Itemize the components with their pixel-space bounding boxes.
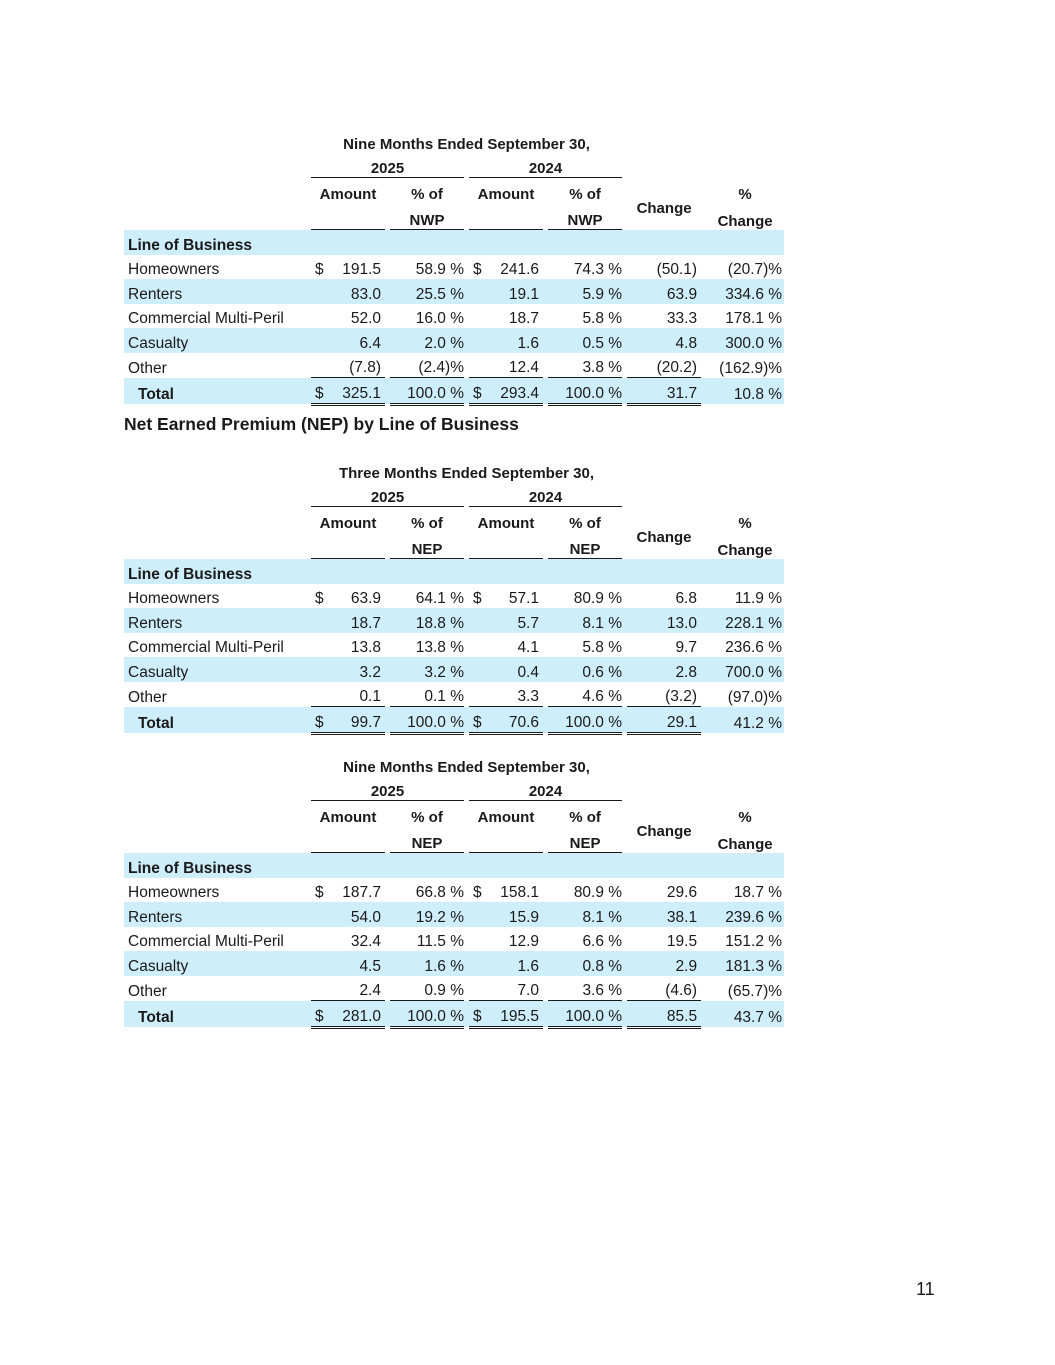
pct-basis-header: NWP	[548, 203, 622, 230]
table-row	[124, 902, 784, 927]
financial-table	[124, 128, 784, 406]
pct-2025: 64.1 %	[415, 590, 464, 607]
row-label: Other	[128, 982, 167, 1000]
change-value: 33.3	[666, 310, 698, 327]
pct-2025: 58.9 %	[415, 261, 464, 278]
change-value: 2.8	[675, 663, 697, 681]
change-value: 6.8	[675, 590, 697, 607]
pct-change-value: 300.0 %	[725, 334, 783, 352]
pct-2025: 25.5 %	[415, 285, 464, 303]
pct-change-value: 239.6 %	[725, 908, 783, 926]
amount-2025: 6.4	[359, 334, 381, 352]
amount-header: Amount	[319, 514, 377, 532]
pct-2025: 1.6 %	[424, 957, 464, 975]
change-value: (50.1)	[656, 261, 698, 278]
amount-2024: 1.6	[517, 334, 539, 352]
dollar-sign: $	[315, 590, 324, 607]
pct-of-header: % of	[411, 514, 443, 532]
amount-2025: 0.1	[359, 688, 381, 705]
pct-of-header: % of	[411, 185, 443, 203]
change-value: 63.9	[666, 285, 698, 303]
row-label: Other	[128, 688, 167, 706]
table-row	[124, 927, 784, 952]
table-row	[124, 608, 784, 633]
amount-2024: 12.9	[508, 933, 539, 950]
table-row	[124, 279, 784, 304]
period-header: Three Months Ended September 30,	[338, 464, 595, 482]
row-label: Commercial Multi-Peril	[128, 310, 284, 327]
table-row	[124, 878, 784, 903]
pct-2025: 11.5 %	[416, 933, 464, 950]
pct-basis-header: NEP	[548, 826, 622, 853]
pct-2025: 13.8 %	[415, 639, 464, 656]
year-2025-header: 2025	[311, 153, 464, 178]
total-pct-2025: 100.0 %	[407, 713, 464, 731]
pct-2025: 0.9 %	[424, 982, 464, 999]
amount-2025: 3.2	[359, 663, 381, 681]
amount-2025: 187.7	[342, 884, 381, 901]
pct-change-header: %	[738, 514, 752, 532]
change-value: 38.1	[666, 908, 698, 926]
table-row	[124, 657, 784, 682]
total-pct-2024: 100.0 %	[565, 384, 623, 402]
row-label: Casualty	[124, 951, 311, 976]
amount-2025: 83.0	[350, 285, 381, 303]
total-amount-2025: 325.1	[342, 384, 381, 402]
row-label: Renters	[124, 902, 311, 927]
total-amount-2024: 70.6	[508, 713, 539, 731]
pct-change-value: 151.2 %	[725, 933, 783, 950]
change-header: Change	[636, 529, 692, 546]
table-row	[124, 976, 784, 1001]
amount-2024: 5.7	[517, 614, 539, 632]
pct-2024: 5.9 %	[582, 285, 623, 303]
total-label: Total	[124, 1001, 311, 1028]
amount-2024: 1.6	[517, 957, 539, 975]
dollar-sign: $	[473, 261, 482, 278]
total-change: 29.1	[666, 713, 697, 731]
pct-of-header: % of	[411, 808, 443, 826]
row-label: Casualty	[124, 328, 311, 353]
total-pct-change: 41.2 %	[733, 715, 782, 732]
financial-table	[124, 457, 784, 735]
amount-2024: 7.0	[517, 982, 539, 999]
table-row	[124, 633, 784, 658]
nep-section-title: Net Earned Premium (NEP) by Line of Business	[124, 414, 519, 434]
pct-2025: 0.1 %	[424, 688, 464, 705]
amount-2025: (7.8)	[349, 359, 381, 376]
nwp-nine-months-table	[124, 128, 783, 406]
amount-2024: 4.1	[517, 639, 539, 656]
pct-2025: (2.4)%	[418, 359, 464, 376]
total-change: 85.5	[666, 1007, 698, 1025]
pct-2025: 18.8 %	[415, 614, 464, 632]
nep-nine-months-table	[124, 751, 783, 1029]
change-value: (20.2)	[656, 359, 698, 376]
pct-2024: 0.5 %	[582, 334, 623, 352]
pct-2024: 3.6 %	[582, 982, 623, 999]
change-value: 4.8	[675, 334, 698, 352]
dollar-sign: $	[315, 261, 324, 278]
pct-change-value: 334.6 %	[725, 285, 783, 303]
change-value: 2.9	[675, 957, 698, 975]
dollar-sign: $	[473, 590, 482, 607]
pct-2025: 2.0 %	[424, 334, 464, 352]
total-amount-2025: 99.7	[350, 713, 381, 731]
table-row	[124, 328, 784, 353]
line-of-business-header: Line of Business	[124, 559, 311, 584]
total-pct-change: 43.7 %	[733, 1009, 783, 1026]
pct-change-value: 11.9 %	[734, 590, 782, 607]
pct-2024: 8.1 %	[582, 614, 622, 632]
total-pct-2025: 100.0 %	[407, 1007, 464, 1025]
pct-2024: 5.8 %	[582, 310, 623, 327]
dollar-sign: $	[315, 713, 324, 731]
financial-table	[124, 751, 784, 1029]
change-header: Change	[636, 823, 692, 840]
year-2024-header: 2024	[469, 482, 622, 507]
total-amount-2025: 281.0	[342, 1007, 381, 1025]
pct-change-value: 181.3 %	[725, 957, 783, 975]
pct-basis-header: NEP	[548, 532, 622, 559]
total-label: Total	[124, 378, 311, 405]
pct-change-header: %	[738, 185, 752, 203]
pct-change-value: (65.7)%	[727, 982, 783, 1000]
pct-of-header: % of	[569, 185, 601, 203]
pct-basis-header: NEP	[390, 532, 464, 559]
pct-2024: 0.8 %	[582, 957, 623, 975]
amount-2024: 57.1	[508, 590, 539, 607]
year-2025-header: 2025	[311, 482, 464, 507]
pct-change-value: (162.9)%	[719, 359, 783, 377]
table-row	[124, 584, 784, 609]
pct-2024: 8.1 %	[582, 908, 623, 926]
line-of-business-header: Line of Business	[124, 230, 311, 255]
pct-basis-header: NEP	[390, 826, 464, 853]
pct-of-header: % of	[569, 514, 601, 532]
amount-2024: 158.1	[500, 884, 539, 901]
pct-change-value: 700.0 %	[725, 663, 782, 681]
total-amount-2024: 195.5	[500, 1007, 539, 1025]
period-header: Nine Months Ended September 30,	[343, 135, 590, 153]
amount-header: Amount	[477, 808, 535, 826]
pct-2024: 80.9 %	[573, 590, 622, 607]
amount-2025: 13.8	[350, 639, 381, 656]
total-label: Total	[124, 707, 311, 734]
change-value: (4.6)	[665, 982, 698, 999]
pct-2024: 4.6 %	[582, 688, 622, 705]
pct-2024: 5.8 %	[582, 639, 622, 656]
pct-2025: 3.2 %	[424, 663, 464, 681]
amount-2025: 4.5	[359, 957, 381, 975]
row-label: Homeowners	[128, 261, 220, 278]
row-label: Commercial Multi-Peril	[128, 639, 284, 656]
total-pct-2025: 100.0 %	[407, 384, 464, 402]
line-of-business-header: Line of Business	[124, 853, 311, 878]
pct-change-header: Change	[717, 541, 773, 559]
pct-2024: 3.8 %	[582, 359, 623, 376]
total-row	[124, 378, 784, 405]
dollar-sign: $	[315, 1007, 324, 1025]
amount-2025: 191.5	[342, 261, 381, 278]
dollar-sign: $	[473, 884, 482, 901]
amount-2024: 19.1	[508, 285, 539, 303]
pct-change-value: 236.6 %	[725, 639, 782, 656]
total-pct-2024: 100.0 %	[565, 1007, 623, 1025]
row-label: Casualty	[124, 657, 311, 682]
table-row	[124, 353, 784, 378]
nep-three-months-table	[124, 457, 780, 735]
year-2024-header: 2024	[469, 153, 622, 178]
pct-change-header: Change	[717, 212, 773, 230]
year-2025-header: 2025	[311, 776, 464, 801]
change-value: 29.6	[666, 884, 698, 901]
pct-of-header: % of	[569, 808, 601, 826]
amount-2025: 32.4	[350, 933, 381, 950]
dollar-sign: $	[315, 384, 324, 402]
row-label: Other	[128, 359, 167, 377]
total-pct-2024: 100.0 %	[565, 713, 622, 731]
amount-2024: 0.4	[517, 663, 539, 681]
total-change: 31.7	[666, 384, 698, 402]
pct-2024: 80.9 %	[573, 884, 623, 901]
pct-change-value: 178.1 %	[725, 310, 783, 327]
row-label: Homeowners	[128, 590, 220, 607]
amount-header: Amount	[319, 808, 377, 826]
year-2024-header: 2024	[469, 776, 622, 801]
pct-2024: 6.6 %	[582, 933, 623, 950]
pct-basis-header: NWP	[390, 203, 464, 230]
dollar-sign: $	[473, 1007, 482, 1025]
amount-2024: 15.9	[508, 908, 539, 926]
pct-change-value: (20.7)%	[727, 261, 783, 278]
change-header: Change	[636, 200, 692, 217]
pct-change-header: Change	[717, 835, 773, 853]
table-row	[124, 255, 784, 280]
change-value: 13.0	[666, 614, 697, 632]
dollar-sign: $	[473, 384, 482, 402]
total-amount-2024: 293.4	[500, 384, 539, 402]
pct-2025: 16.0 %	[415, 310, 464, 327]
amount-header: Amount	[477, 185, 535, 203]
row-label: Homeowners	[128, 884, 220, 901]
pct-change-value: 228.1 %	[725, 614, 782, 632]
amount-header: Amount	[319, 185, 377, 203]
amount-2024: 241.6	[500, 261, 539, 278]
dollar-sign: $	[315, 884, 324, 901]
pct-2025: 66.8 %	[415, 884, 464, 901]
amount-2024: 3.3	[517, 688, 539, 705]
total-row	[124, 707, 784, 734]
pct-change-value: (97.0)%	[727, 688, 782, 706]
pct-2024: 74.3 %	[573, 261, 623, 278]
change-value: 9.7	[675, 639, 697, 656]
row-label: Renters	[124, 608, 311, 633]
amount-2025: 52.0	[350, 310, 381, 327]
table-row	[124, 682, 784, 707]
pct-2025: 19.2 %	[415, 908, 464, 926]
amount-2025: 54.0	[350, 908, 381, 926]
period-header: Nine Months Ended September 30,	[343, 758, 590, 776]
amount-header: Amount	[477, 514, 535, 532]
amount-2024: 18.7	[508, 310, 539, 327]
change-value: (3.2)	[665, 688, 697, 705]
row-label: Commercial Multi-Peril	[128, 933, 284, 950]
dollar-sign: $	[473, 713, 482, 731]
change-value: 19.5	[666, 933, 698, 950]
page-number: 11	[916, 1279, 935, 1299]
total-pct-change: 10.8 %	[733, 386, 783, 403]
amount-2024: 12.4	[508, 359, 539, 376]
row-label: Renters	[124, 279, 311, 304]
amount-2025: 63.9	[350, 590, 381, 607]
pct-change-header: %	[738, 808, 752, 826]
total-row	[124, 1001, 784, 1028]
amount-2025: 2.4	[359, 982, 381, 999]
amount-2025: 18.7	[350, 614, 381, 632]
pct-2024: 0.6 %	[582, 663, 622, 681]
pct-change-value: 18.7 %	[733, 884, 783, 901]
table-row	[124, 951, 784, 976]
table-row	[124, 304, 784, 329]
